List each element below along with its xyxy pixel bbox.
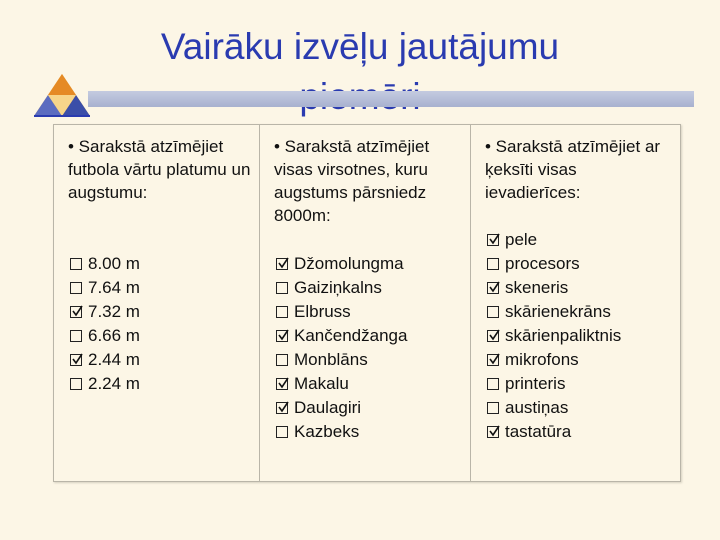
option-label: austiņas — [505, 398, 569, 417]
header-bar — [88, 91, 694, 107]
checkbox-icon[interactable] — [276, 354, 288, 366]
option-label: tastatūra — [505, 422, 572, 441]
checked-checkbox-icon[interactable] — [276, 378, 288, 390]
column-input-devices — [471, 125, 680, 481]
checkbox-icon[interactable] — [487, 378, 499, 390]
option-item[interactable] — [487, 252, 621, 276]
checkbox-icon[interactable] — [70, 330, 82, 342]
option-label: procesors — [505, 254, 580, 273]
option-item[interactable] — [276, 420, 407, 444]
checked-checkbox-icon[interactable] — [276, 402, 288, 414]
checkbox-icon[interactable] — [276, 306, 288, 318]
option-item[interactable] — [70, 324, 140, 348]
option-label: Monblāns — [294, 350, 368, 369]
checkbox-icon[interactable] — [487, 306, 499, 318]
slide-title — [60, 22, 660, 122]
title-line-1: Vairāku izvēļu jautājumu — [160, 26, 560, 67]
option-label: pele — [505, 230, 538, 249]
option-label: Džomolungma — [294, 254, 404, 273]
checked-checkbox-icon[interactable] — [487, 354, 499, 366]
question-text: • Sarakstā atzīmējiet futbola vārtu platumu un augstumu: — [68, 137, 251, 202]
checked-checkbox-icon[interactable] — [487, 282, 499, 294]
option-label: Daulagiri — [294, 398, 362, 417]
option-item[interactable] — [276, 324, 407, 348]
option-item[interactable] — [487, 228, 621, 252]
checkbox-icon[interactable] — [276, 282, 288, 294]
checkbox-icon[interactable] — [70, 378, 82, 390]
option-label: Elbruss — [294, 302, 351, 321]
option-item[interactable] — [276, 276, 407, 300]
option-label: skārienpaliktnis — [505, 326, 622, 345]
checked-checkbox-icon[interactable] — [487, 426, 499, 438]
checked-checkbox-icon[interactable] — [276, 258, 288, 270]
checkbox-icon[interactable] — [487, 402, 499, 414]
option-label: Makalu — [294, 374, 349, 393]
option-label: 2.24 m — [88, 374, 140, 393]
checked-checkbox-icon[interactable] — [276, 330, 288, 342]
option-item[interactable] — [70, 348, 140, 372]
option-item[interactable] — [276, 396, 407, 420]
option-item[interactable] — [276, 300, 407, 324]
checked-checkbox-icon[interactable] — [70, 354, 82, 366]
option-item[interactable] — [276, 252, 407, 276]
option-item[interactable] — [70, 372, 140, 396]
option-item[interactable] — [70, 276, 140, 300]
option-item[interactable] — [487, 420, 621, 444]
option-label: 6.66 m — [88, 326, 140, 345]
option-label: 8.00 m — [88, 254, 140, 273]
option-label: printeris — [505, 374, 566, 393]
examples-table — [53, 124, 681, 482]
option-label: 7.32 m — [88, 302, 140, 321]
options-list — [70, 252, 140, 396]
checkbox-icon[interactable] — [487, 258, 499, 270]
option-item[interactable] — [70, 252, 140, 276]
option-item[interactable] — [487, 396, 621, 420]
option-item[interactable] — [487, 372, 621, 396]
option-label: Kazbeks — [294, 422, 360, 441]
option-label: 7.64 m — [88, 278, 140, 297]
column-peaks — [260, 125, 471, 481]
options-list — [487, 228, 621, 444]
option-label: 2.44 m — [88, 350, 140, 369]
option-item[interactable] — [487, 300, 621, 324]
option-item[interactable] — [487, 324, 621, 348]
option-label: skārienekrāns — [505, 302, 611, 321]
option-label: skeneris — [505, 278, 569, 297]
question-text: • Sarakstā atzīmējiet ar ķeksīti visas ievadierīces: — [485, 137, 661, 202]
column-football-goal — [54, 125, 260, 481]
checkbox-icon[interactable] — [70, 258, 82, 270]
checkbox-icon[interactable] — [70, 282, 82, 294]
options-list — [276, 252, 407, 444]
option-item[interactable] — [487, 276, 621, 300]
option-item[interactable] — [276, 372, 407, 396]
option-label: Kančendžanga — [294, 326, 408, 345]
option-label: Gaiziņkalns — [294, 278, 382, 297]
checkbox-icon[interactable] — [276, 426, 288, 438]
checked-checkbox-icon[interactable] — [487, 234, 499, 246]
option-item[interactable] — [70, 300, 140, 324]
checked-checkbox-icon[interactable] — [70, 306, 82, 318]
option-label: mikrofons — [505, 350, 579, 369]
checked-checkbox-icon[interactable] — [487, 330, 499, 342]
option-item[interactable] — [276, 348, 407, 372]
pyramid-logo-icon — [30, 70, 94, 122]
question-text: • Sarakstā atzīmējiet visas virsotnes, kuru augstums pārsniedz 8000m: — [274, 137, 430, 225]
option-item[interactable] — [487, 348, 621, 372]
